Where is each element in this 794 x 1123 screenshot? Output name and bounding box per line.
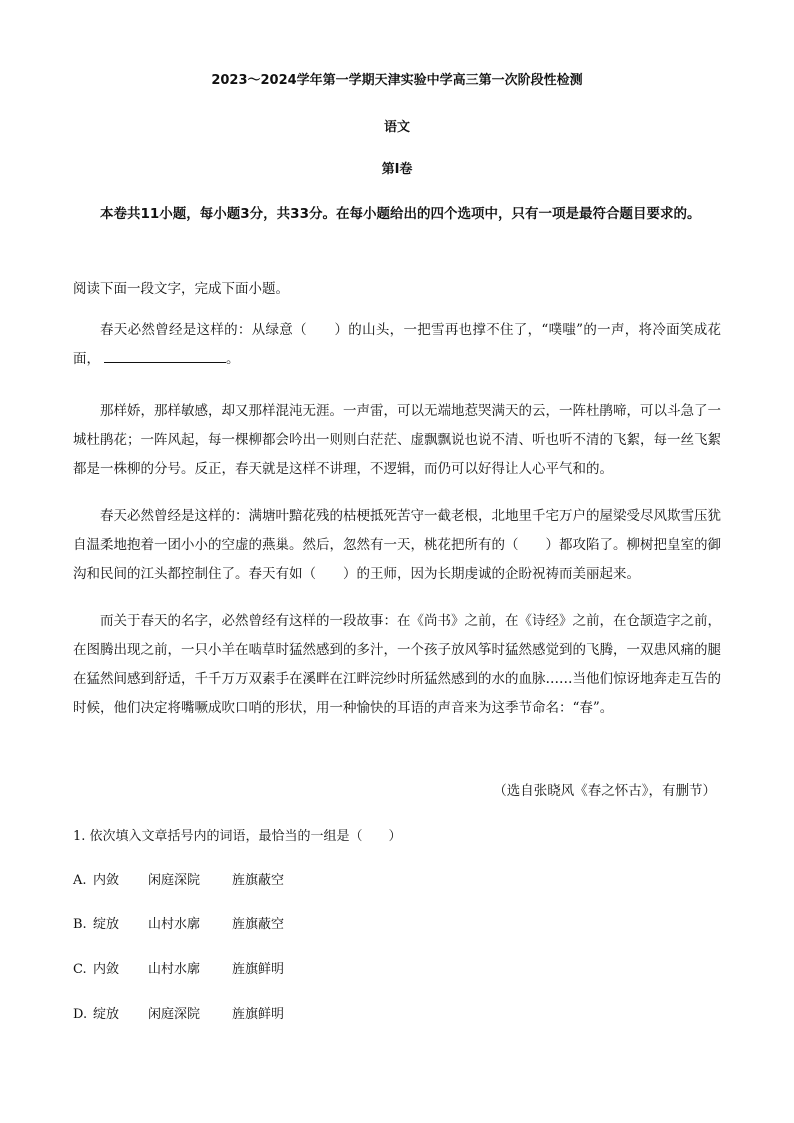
option-letter: B. bbox=[73, 917, 87, 932]
volume-heading: 第I卷 bbox=[381, 162, 413, 177]
option-word-1: 内敛 bbox=[93, 962, 120, 977]
option-letter: A. bbox=[73, 873, 87, 888]
subject-heading: 语文 bbox=[383, 120, 410, 135]
option-word-2: 山村水廓 bbox=[148, 962, 201, 977]
question-stem: 1. 依次填入文章括号内的词语，最恰当的一组是（ ） bbox=[73, 829, 402, 844]
option-letter: D. bbox=[73, 1007, 88, 1022]
option-word-2: 闲庭深院 bbox=[148, 873, 201, 888]
passage-paragraph-2: 那样娇，那样敏感，却又那样混沌无涯。一声雷，可以无端地惹哭满天的云，一阵杜鹃啼，可以斗急了一城杜鹃花；一阵风起，每一棵柳都会吟出一则则白茫茫、虚飘飘说也说不清、听也听不清的飞絮，每一丝飞絮都是一株柳的分号。反正，春天就是这样不讲理，不逻辑，而仍可以好得让人心平气和的。 bbox=[73, 403, 721, 477]
exam-title: 2023～2024学年第一学期天津实验中学高三第一次阶段性检测 bbox=[211, 73, 583, 88]
option-word-1: 绽放 bbox=[93, 917, 120, 932]
option-word-3: 旌旗鲜明 bbox=[232, 962, 285, 977]
option-d[interactable] bbox=[73, 1003, 284, 1022]
passage-source: （选自张晓风《春之怀古》，有删节） bbox=[493, 783, 716, 799]
section-instructions: 本卷共11小题，每小题3分，共33分。在每小题给出的四个选项中，只有一项是最符合题目要求的。 bbox=[100, 206, 701, 222]
option-c[interactable] bbox=[73, 958, 284, 977]
option-word-2: 山村水廓 bbox=[148, 917, 201, 932]
option-word-2: 闲庭深院 bbox=[148, 1007, 201, 1022]
option-word-3: 旌旗蔽空 bbox=[232, 873, 285, 888]
option-word-1: 内敛 bbox=[93, 873, 120, 888]
paragraph-1-text: 春天必然曾经是这样的：从绿意（ ）的山头，一把雪再也撑不住了，“噗嗤”的一声，将冷面笑成花面， bbox=[73, 322, 721, 367]
option-word-3: 旌旗鲜明 bbox=[232, 1007, 285, 1022]
option-a[interactable] bbox=[73, 869, 284, 888]
option-letter: C. bbox=[73, 962, 87, 977]
option-b[interactable] bbox=[73, 913, 284, 932]
paragraph-1-end: 。 bbox=[226, 351, 240, 367]
passage-paragraph-4: 而关于春天的名字，必然曾经有这样的一段故事：在《尚书》之前，在《诗经》之前，在仓颉造字之前，在图腾出现之前，一只小羊在啮草时猛然感到的多汁，一个孩子放风筝时猛然感觉到的飞腾，一双患风痛的腿在猛然间感到舒适，千千万万双素手在溪畔在江畔浣纱时所猛然感到的水的血脉……当他们惊讶地奔走互告的时候，他们决定将嘴噘成吹口哨的形状，用一种愉快的耳语的声音来为这季节命名：“春”。 bbox=[73, 613, 721, 716]
passage-paragraph-3: 春天必然曾经是这样的：满塘叶黯花残的枯梗抵死苦守一截老根，北地里千宅万户的屋梁受尽风欺雪压犹自温柔地抱着一团小小的空虚的燕巢。然后，忽然有一天，桃花把所有的（ ）都攻陷了。柳树把皇室的御沟和民间的江头都控制住了。春天有如（ ）的王师，因为长期虔诚的企盼祝祷而美丽起来。 bbox=[73, 508, 721, 582]
answer-blank-line bbox=[104, 348, 226, 363]
option-word-1: 绽放 bbox=[93, 1007, 120, 1022]
option-word-3: 旌旗蔽空 bbox=[232, 917, 285, 932]
reading-lead: 阅读下面一段文字，完成下面小题。 bbox=[73, 281, 289, 297]
passage-paragraph-1 bbox=[73, 316, 721, 374]
